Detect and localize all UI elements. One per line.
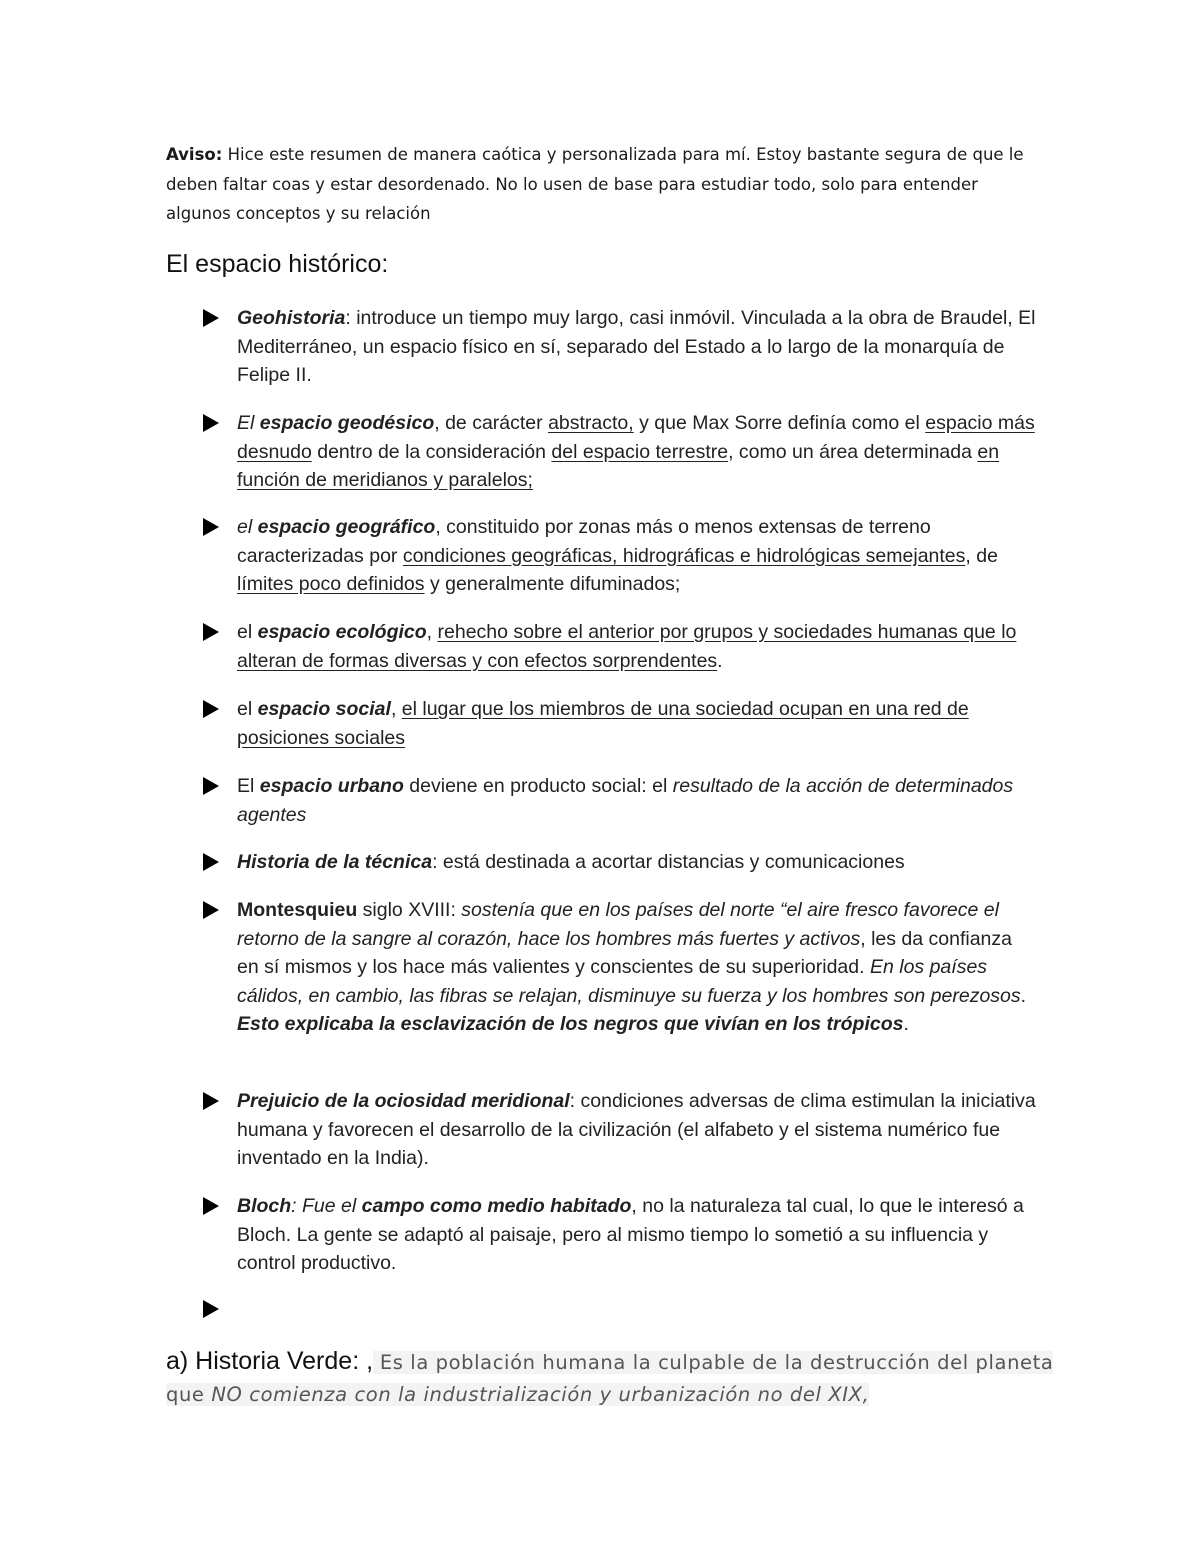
text-fragment: , de carácter (434, 412, 549, 434)
text-fragment: el (237, 516, 258, 538)
triangle-bullet-icon (203, 309, 219, 327)
text-fragment: , de (965, 544, 998, 567)
term: espacio ecológico (257, 621, 427, 643)
bold-italic-text: campo como medio habitado (361, 1195, 632, 1217)
text-fragment: El (237, 412, 260, 434)
term: Montesquieu (237, 899, 358, 921)
triangle-bullet-icon (203, 777, 219, 795)
text-fragment: y que Max Sorre definía como el (633, 412, 926, 434)
text-fragment: . (717, 649, 723, 672)
text-fragment: siglo XVIII: (357, 899, 462, 921)
list-item-text (237, 772, 1037, 829)
list-item-text (237, 618, 1037, 675)
underlined-text: del espacio terrestre (551, 440, 729, 463)
list-item-text (237, 304, 1037, 390)
list-item-text (237, 848, 1037, 877)
term: espacio urbano (259, 775, 404, 797)
underlined-text: condiciones geográficas, hidrográficas e hidrológicas semejantes (402, 544, 966, 567)
text-fragment: El (237, 775, 260, 797)
underlined-text: límites poco definidos (237, 573, 425, 596)
text-fragment: , (426, 621, 438, 643)
list-item-text (237, 695, 1037, 752)
text-fragment: , no la naturaleza tal cual, lo que le interesó a Bloch. La gente se adaptó al paisaje, pero al mismo tiempo lo sometió a su influencia y control productivo. (237, 1195, 1024, 1275)
term: espacio geográfico (257, 516, 436, 538)
triangle-bullet-icon (203, 1300, 219, 1318)
description: : introduce un tiempo muy largo, casi inmóvil. Vinculada a la obra de Braudel, El Mediterráneo, un espacio físico en sí, separado del Estado a lo largo de la monarquía de Felipe II. (237, 307, 1036, 387)
italic-text: sostenía que en los países del norte “el aire fresco favorece el retorno de la sangre al corazón, hace los hombres más fuertes y activos (237, 899, 999, 950)
triangle-bullet-icon (203, 414, 219, 432)
term: espacio social (257, 698, 391, 720)
triangle-bullet-icon (203, 518, 219, 536)
text-fragment: , como un área determinada (728, 440, 978, 463)
text-fragment: , les da confianza en sí mismos y los hace más valientes y conscientes de su superioridad. (237, 927, 1012, 979)
triangle-bullet-icon (203, 1092, 219, 1110)
notice-label: Aviso: (166, 145, 223, 164)
underlined-text: espacio más desnudo (237, 412, 1035, 463)
list-item-text (237, 513, 1037, 599)
text-fragment: deviene en producto social: el (403, 775, 673, 797)
list-item-text (237, 409, 1037, 495)
text-fragment: : Fue el (291, 1195, 362, 1217)
list-item-text (237, 1087, 1037, 1173)
triangle-bullet-icon (203, 901, 219, 919)
footer-paragraph (166, 1346, 1066, 1411)
notice-text: Hice este resumen de manera caótica y personalizada para mí. Estoy bastante segura de que le deben faltar coas y estar desordenado. No lo usen de base para estudiar todo, solo para entender algunos conceptos y su relación (166, 145, 1024, 223)
term: espacio geodésico (259, 412, 435, 434)
underlined-text: el lugar que los miembros de una sociedad ocupan en una red de posiciones sociales (237, 698, 969, 749)
text-fragment: , (390, 698, 402, 720)
text-fragment: . (903, 1013, 909, 1036)
list-item-text (237, 896, 1037, 1039)
list-item-text (237, 1192, 1037, 1278)
subheading: a) Historia Verde: , (166, 1347, 374, 1375)
text-fragment: dentro de la consideración (311, 440, 552, 463)
triangle-bullet-icon (203, 700, 219, 718)
underlined-text: en función de meridianos y paralelos; (237, 440, 1000, 492)
underlined-text: abstracto, (548, 412, 634, 434)
italic-text: resultado de la acción de determinados agentes (237, 775, 1014, 826)
text-fragment: , constituido por zonas más o menos extensas de terreno caracterizadas por (237, 516, 931, 567)
triangle-bullet-icon (203, 1197, 219, 1215)
underlined-text: rehecho sobre el anterior por grupos y sociedades humanas que lo alteran de formas diversas y con efectos sorprendentes (237, 621, 1017, 672)
triangle-bullet-icon (203, 853, 219, 871)
term: Bloch (237, 1195, 292, 1217)
italic-text: En los países cálidos, en cambio, las fibras se relajan, disminuye su fuerza y los hombres son perezosos (237, 956, 1021, 1007)
highlighted-text: Es la población humana la culpable de la destrucción del planeta que (166, 1351, 1054, 1406)
term: Historia de la técnica (237, 851, 433, 873)
triangle-bullet-icon (203, 623, 219, 641)
highlighted-italic-text: NO comienza con la industrialización y urbanización no del XIX, (211, 1383, 870, 1406)
description: : está destinada a acortar distancias y comunicaciones (432, 851, 905, 873)
text-fragment: y generalmente difuminados; (424, 573, 681, 596)
section-heading: El espacio histórico: (166, 250, 389, 278)
bold-italic-text: Esto explicaba la esclavización de los negros que vivían en los trópicos (237, 1013, 904, 1036)
text-fragment: el (237, 621, 258, 643)
text-fragment: . (1020, 984, 1027, 1007)
description: : condiciones adversas de clima estimulan la iniciativa humana y favorecen el desarrollo de la civilización (el alfabeto y el sistema numérico fue inventado en la India). (237, 1090, 1036, 1170)
text-fragment: el (237, 698, 258, 720)
term: Geohistoria (237, 307, 346, 329)
term: Prejuicio de la ociosidad meridional (237, 1090, 570, 1112)
